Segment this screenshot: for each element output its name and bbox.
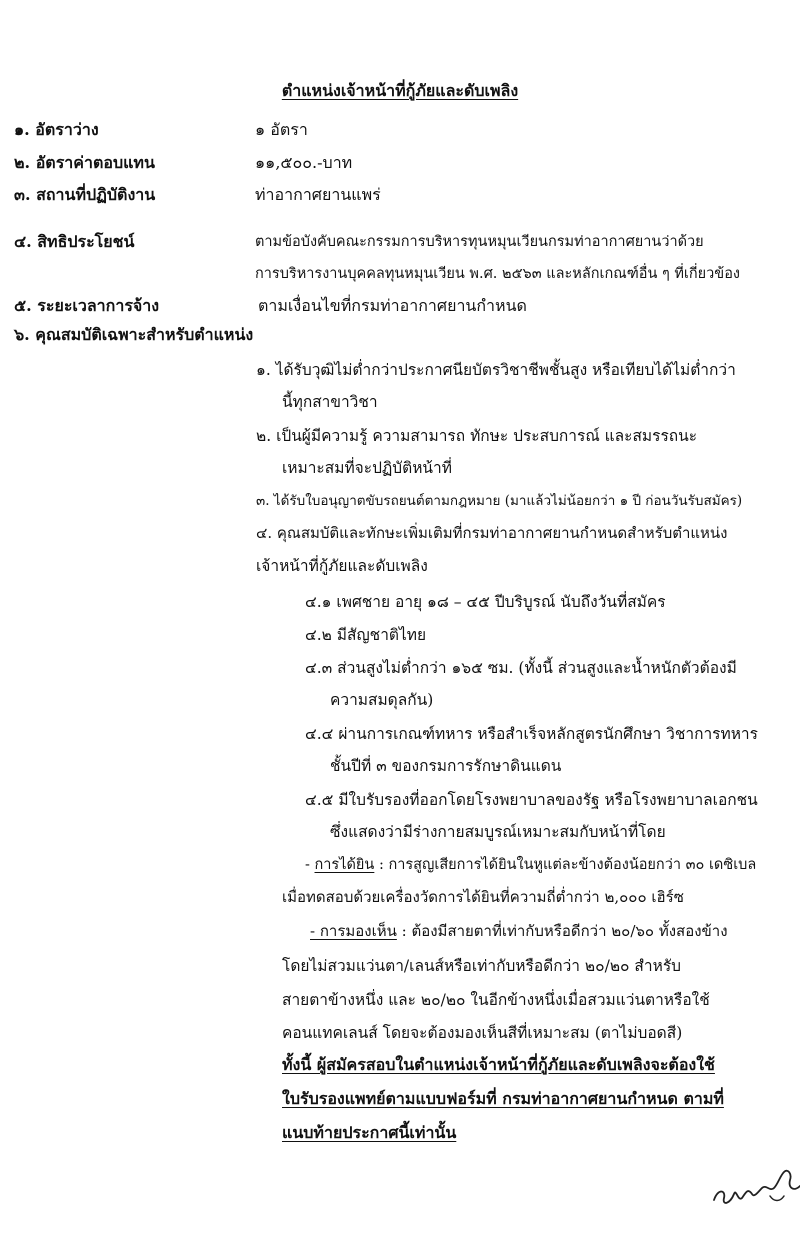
item-4-value-line-2: การบริหารงานบุคคลทุนหมุนเวียน พ.ศ. ๒๕๖๓ และหลักเกณฑ์อื่น ๆ ที่เกี่ยวข้อง bbox=[255, 266, 740, 282]
qualification-1-line-1: ๑. ได้รับวุฒิไม่ต่ำกว่าประกาศนียบัตรวิชาชีพชั้นสูง หรือเทียบได้ไม่ต่ำกว่า bbox=[256, 361, 736, 379]
handwritten-signature bbox=[708, 1158, 800, 1218]
qualification-2-line-2: เหมาะสมที่จะปฏิบัติหน้าที่ bbox=[282, 459, 452, 477]
item-6-label: ๖. คุณสมบัติเฉพาะสำหรับตำแหน่ง bbox=[14, 325, 254, 344]
item-3-value: ท่าอากาศยานแพร่ bbox=[255, 185, 381, 204]
sub-qualification-4-3-line-1: ๔.๓ ส่วนสูงไม่ต่ำกว่า ๑๖๕ ซม. (ทั้งนี้ ส่วนสูงและน้ำหนักตัวต้องมี bbox=[305, 659, 737, 677]
hearing-line-2: เมื่อทดสอบด้วยเครื่องวัดการได้ยินที่ความถี่ต่ำกว่า ๒,๐๐๐ เฮิร์ซ bbox=[282, 888, 684, 906]
item-1-value: ๑ อัตรา bbox=[255, 120, 308, 139]
qualification-1-line-2: นี้ทุกสาขาวิชา bbox=[282, 393, 378, 411]
sub-qualification-4-2: ๔.๒ มีสัญชาติไทย bbox=[305, 626, 427, 644]
vision-text: : ต้องมีสายตาที่เท่ากับหรือดีกว่า ๒๐/๖๐ ทั้งสองข้าง bbox=[396, 922, 728, 940]
qualification-4-line-2: เจ้าหน้าที่กู้ภัยและดับเพลิง bbox=[256, 557, 428, 575]
note-line-1: ทั้งนี้ ผู้สมัครสอบในตำแหน่งเจ้าหน้าที่กู้ภัยและดับเพลิงจะต้องใช้ bbox=[282, 1055, 715, 1074]
hearing-text: : การสูญเสียการได้ยินในหูแต่ละข้างต้องน้อยกว่า ๓๐ เดซิเบล bbox=[374, 857, 757, 873]
item-4-label: ๔. สิทธิประโยชน์ bbox=[14, 232, 135, 251]
sub-qualification-4-4-line-1: ๔.๔ ผ่านการเกณฑ์ทหาร หรือสำเร็จหลักสูตรนักศึกษา วิชาการทหาร bbox=[305, 725, 758, 743]
vision-line-1 bbox=[310, 919, 728, 943]
item-5-label: ๕. ระยะเวลาการจ้าง bbox=[14, 296, 160, 315]
item-4-value-line-1: ตามข้อบังคับคณะกรรมการบริหารทุนหมุนเวียนกรมท่าอากาศยานว่าด้วย bbox=[255, 234, 704, 250]
hearing-prefix: - bbox=[305, 857, 315, 873]
sub-qualification-4-5-line-1: ๔.๕ มีใบรับรองที่ออกโดยโรงพยาบาลของรัฐ หรือโรงพยาบาลเอกชน bbox=[305, 791, 758, 809]
sub-qualification-4-1: ๔.๑ เพศชาย อายุ ๑๘ – ๔๕ ปีบริบูรณ์ นับถึงวันที่สมัคร bbox=[305, 593, 666, 611]
document-title: ตำแหน่งเจ้าหน้าที่กู้ภัยและดับเพลิง bbox=[281, 81, 519, 100]
note-line-2: ใบรับรองแพทย์ตามแบบฟอร์มที่ กรมท่าอากาศยานกำหนด ตามที่ bbox=[282, 1089, 724, 1108]
hearing-label: การได้ยิน bbox=[314, 857, 375, 873]
sub-qualification-4-5-line-2: ซึ่งแสดงว่ามีร่างกายสมบูรณ์เหมาะสมกับหน้าที่โดย bbox=[330, 823, 666, 841]
sub-qualification-4-3-line-2: ความสมดุลกัน) bbox=[330, 691, 434, 709]
item-2-label: ๒. อัตราค่าตอบแทน bbox=[14, 153, 155, 172]
vision-label: - การมองเห็น bbox=[310, 922, 397, 940]
item-5-value: ตามเงื่อนไขที่กรมท่าอากาศยานกำหนด bbox=[258, 296, 527, 315]
qualification-3-line-1: ๓. ได้รับใบอนุญาตขับรถยนต์ตามกฎหมาย (มาแล้วไม่น้อยกว่า ๑ ปี ก่อนวันรับสมัคร) bbox=[256, 493, 743, 509]
vision-line-2: โดยไม่สวมแว่นตา/เลนส์หรือเท่ากับหรือดีกว่า ๒๐/๒๐ สำหรับ bbox=[282, 957, 681, 975]
vision-line-3: สายตาข้างหนึ่ง และ ๒๐/๒๐ ในอีกข้างหนึ่งเมื่อสวมแว่นตาหรือใช้ bbox=[282, 991, 710, 1009]
vision-line-4: คอนแทคเลนส์ โดยจะต้องมองเห็นสีที่เหมาะสม (ตาไม่บอดสี) bbox=[282, 1024, 683, 1042]
item-1-label: ๑. อัตราว่าง bbox=[14, 120, 99, 139]
qualification-2-line-1: ๒. เป็นผู้มีความรู้ ความสามารถ ทักษะ ประสบการณ์ และสมรรถนะ bbox=[256, 427, 698, 445]
qualification-4-line-1: ๔. คุณสมบัติและทักษะเพิ่มเติมที่กรมท่าอากาศยานกำหนดสำหรับตำแหน่ง bbox=[256, 524, 728, 542]
sub-qualification-4-4-line-2: ชั้นปีที่ ๓ ของกรมการรักษาดินแดน bbox=[330, 757, 562, 775]
item-3-label: ๓. สถานที่ปฏิบัติงาน bbox=[14, 185, 156, 204]
item-2-value: ๑๑,๕๐๐.-บาท bbox=[255, 153, 353, 172]
note-line-3: แนบท้ายประกาศนี้เท่านั้น bbox=[282, 1123, 457, 1142]
hearing-line-1 bbox=[305, 853, 756, 876]
